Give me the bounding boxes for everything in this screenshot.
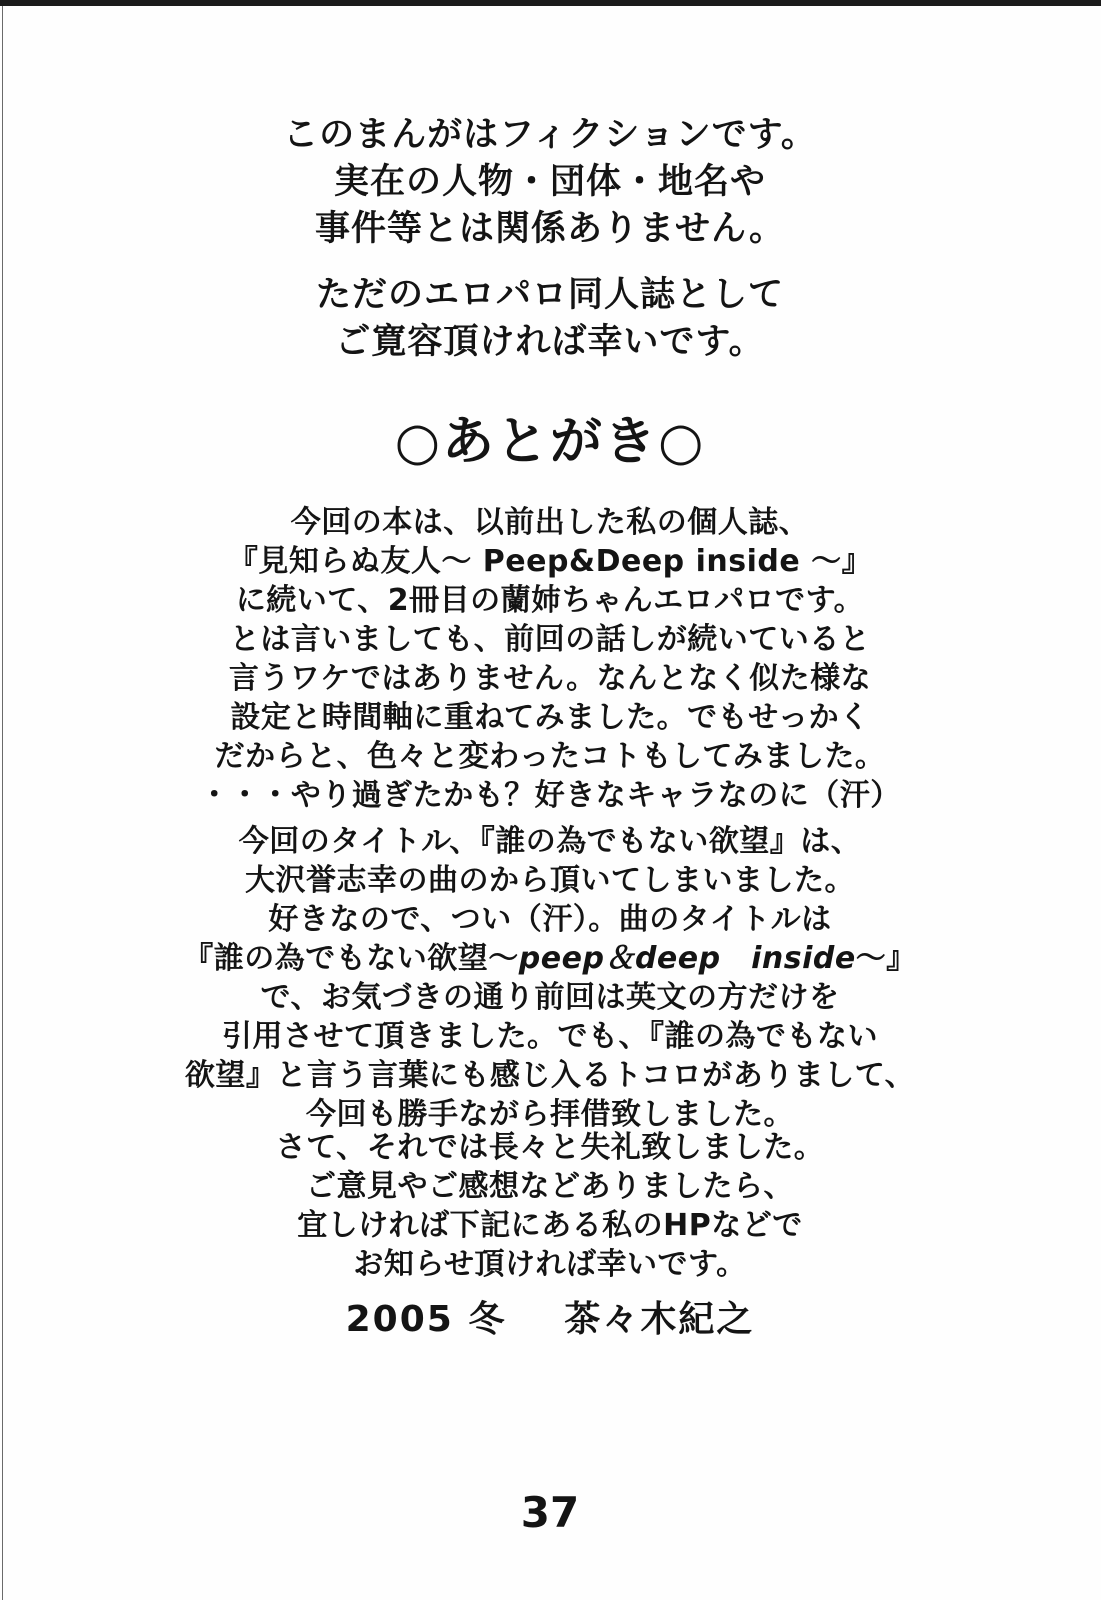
song-title-line: [20, 939, 1080, 978]
disclaimer-line: 事件等とは関係ありません。: [314, 209, 786, 249]
text-line: 今回の本は、以前出した私の個人誌、: [290, 505, 810, 540]
text-line: 設定と時間軸に重ねてみました。でもせっかく: [230, 700, 870, 735]
song-title-prefix: 『誰の為でもない欲望～: [183, 941, 519, 976]
text-line: 宜しければ下記にある私のHPなどで: [297, 1208, 803, 1243]
text-line: 今回のタイトル、『誰の為でもない欲望』は、: [238, 824, 862, 859]
parody-disclaimer: [20, 272, 1080, 366]
song-title-suffix: ～』: [855, 941, 917, 976]
signature-author: 茶々木紀之: [564, 1299, 755, 1340]
text-line: 引用させて頂きました。でも、『誰の為でもない: [222, 1019, 878, 1054]
text-line: に続いて、2冊目の蘭姉ちゃんエロパロです。: [235, 583, 865, 618]
disclaimer-line: このまんがはフィクションです。: [283, 115, 817, 155]
page-number: [20, 1488, 1080, 1538]
scan-left-edge: [2, 6, 3, 1600]
text-line: 好きなので、つい（汗）。曲のタイトルは: [268, 902, 832, 937]
signature-line: [20, 1298, 1080, 1342]
disclaimer-line: 実在の人物・団体・地名や: [333, 162, 766, 202]
text-line: とは言いましても、前回の話しが続いていると: [229, 622, 871, 657]
afterword-paragraph-3: [20, 1128, 1080, 1284]
page-number-text: 37: [520, 1488, 580, 1537]
text-line: ・・・やり過ぎたかも？好きなキャラなのに（汗）: [199, 778, 901, 813]
signature-date: 2005 冬: [345, 1299, 507, 1340]
afterword-paragraph-1: [20, 503, 1080, 815]
text-line: さて、それでは長々と失礼致しました。: [275, 1130, 825, 1165]
text-line: 『見知らぬ友人～ Peep&Deep inside ～』: [227, 544, 873, 579]
text-line: で、お気づきの通り前回は英文の方だけを: [260, 980, 840, 1015]
signature-text: [20, 1298, 1080, 1342]
text-line: お知らせ頂ければ幸いです。: [353, 1247, 747, 1282]
text-line: ご意見やご感想などありましたら、: [306, 1169, 794, 1204]
afterword-heading: [20, 412, 1080, 472]
afterword-paragraph-2: [20, 822, 1080, 1134]
text-line: 今回も勝手ながら拝借致しました。: [306, 1097, 794, 1132]
text-line: 言うワケではありません。なんとなく似た様な: [228, 661, 872, 696]
text-line: だからと、色々と変わったコトもしてみました。: [214, 739, 886, 774]
text-line: 欲望』と言う言葉にも感じ入るトコロがありまして、: [184, 1058, 916, 1093]
song-title-latin: peep＆deep inside: [518, 941, 856, 976]
afterword-heading-text: ○あとがき○: [394, 412, 706, 472]
fiction-disclaimer: [20, 112, 1080, 253]
scan-top-edge: [0, 0, 1101, 6]
disclaimer-line: ご寛容頂ければ幸いです。: [335, 322, 765, 362]
text-line: 大沢誉志幸の曲のから頂いてしまいました。: [245, 863, 855, 898]
disclaimer-line: ただのエロパロ同人誌として: [315, 275, 784, 315]
